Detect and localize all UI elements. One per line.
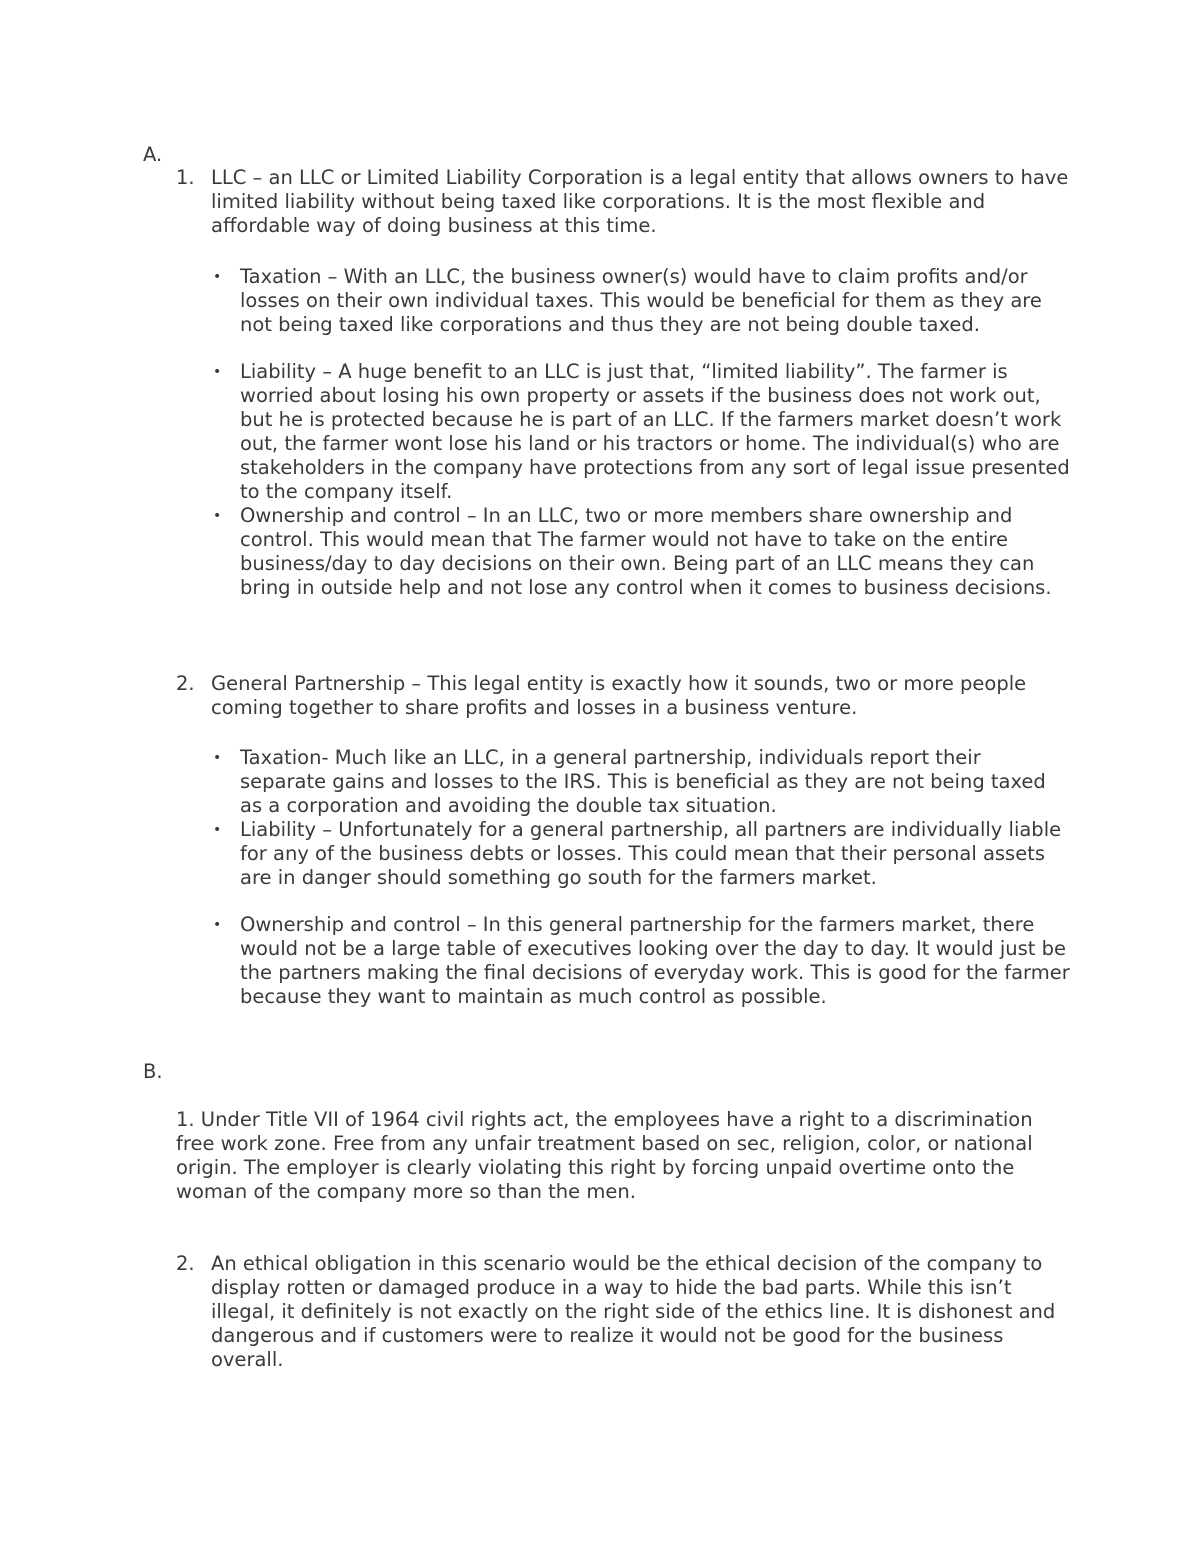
item-1-llc-text: LLC – an LLC or Limited Liability Corporation is a legal entity that allows owners to have limited liability without being taxed like corporations. It is the most flexible and affordable way of doing business at this time. [211,166,1069,237]
section-b-label: B. [143,1060,163,1083]
bullet-icon: • [213,822,222,838]
bullet-icon: • [213,750,222,766]
ethical-obligation-text: An ethical obligation in this scenario would be the ethical decision of the company to display rotten or damaged produce in a way to hide the bad parts. While this isn’t illegal, it definitely is not exactly on the right side of the ethics line. It is dishonest and dangerous and if customers were to realize it would not be good for the business overall. [211,1252,1056,1371]
section-a-label: A. [143,143,163,166]
title-vii-paragraph: 1. Under Title VII of 1964 civil rights act, the employees have a right to a discrimination free work zone. Free from any unfair treatment based on sec, religion, color, or national origin. The employer is clearly violating this right by forcing unpaid overtime onto the woman of the company more so than the men. [176,1108,1033,1203]
gp-taxation-bullet: Taxation- Much like an LLC, in a general partnership, individuals report their separate gains and losses to the IRS. This is beneficial as they are not being taxed as a corporation and avoiding the double tax situation. [240,746,1046,817]
item-1-number: 1. [176,166,195,189]
gp-ownership-bullet: Ownership and control – In this general partnership for the farmers market, there would not be a large table of executives looking over the day to day. It would just be the partners making the final decisions of everyday work. This is good for the farmer because they want to maintain as much control as possible. [240,913,1070,1008]
llc-ownership-bullet: Ownership and control – In an LLC, two or more members share ownership and control. This would mean that The farmer would not have to take on the entire business/day to day decisions on their own. Being part of an LLC means they can bring in outside help and not lose any control when it comes to business decisions. [240,504,1052,599]
llc-taxation-bullet: Taxation – With an LLC, the business owner(s) would have to claim profits and/or losses on their own individual taxes. This would be beneficial for them as they are not being taxed like corporations and thus they are not being double taxed. [240,265,1042,336]
bullet-icon: • [213,269,222,285]
bullet-icon: • [213,508,222,524]
item-2-partnership-text: General Partnership – This legal entity is exactly how it sounds, two or more people coming together to share profits and losses in a business venture. [211,672,1027,719]
llc-liability-bullet: Liability – A huge benefit to an LLC is just that, “limited liability”. The farmer is worried about losing his own property or assets if the business does not work out, but he is protected because he is part of an LLC. If the farmers market doesn’t work out, the farmer wont lose his land or his tractors or home. The individual(s) who are stakeholders in the company have protections from any sort of legal issue presented to the company itself. [240,360,1070,503]
bullet-icon: • [213,917,222,933]
b-item-2-number: 2. [176,1252,195,1275]
item-2-number: 2. [176,672,195,695]
bullet-icon: • [213,364,222,380]
gp-liability-bullet: Liability – Unfortunately for a general partnership, all partners are individually liable for any of the business debts or losses. This could mean that their personal assets are in danger should something go south for the farmers market. [240,818,1062,889]
